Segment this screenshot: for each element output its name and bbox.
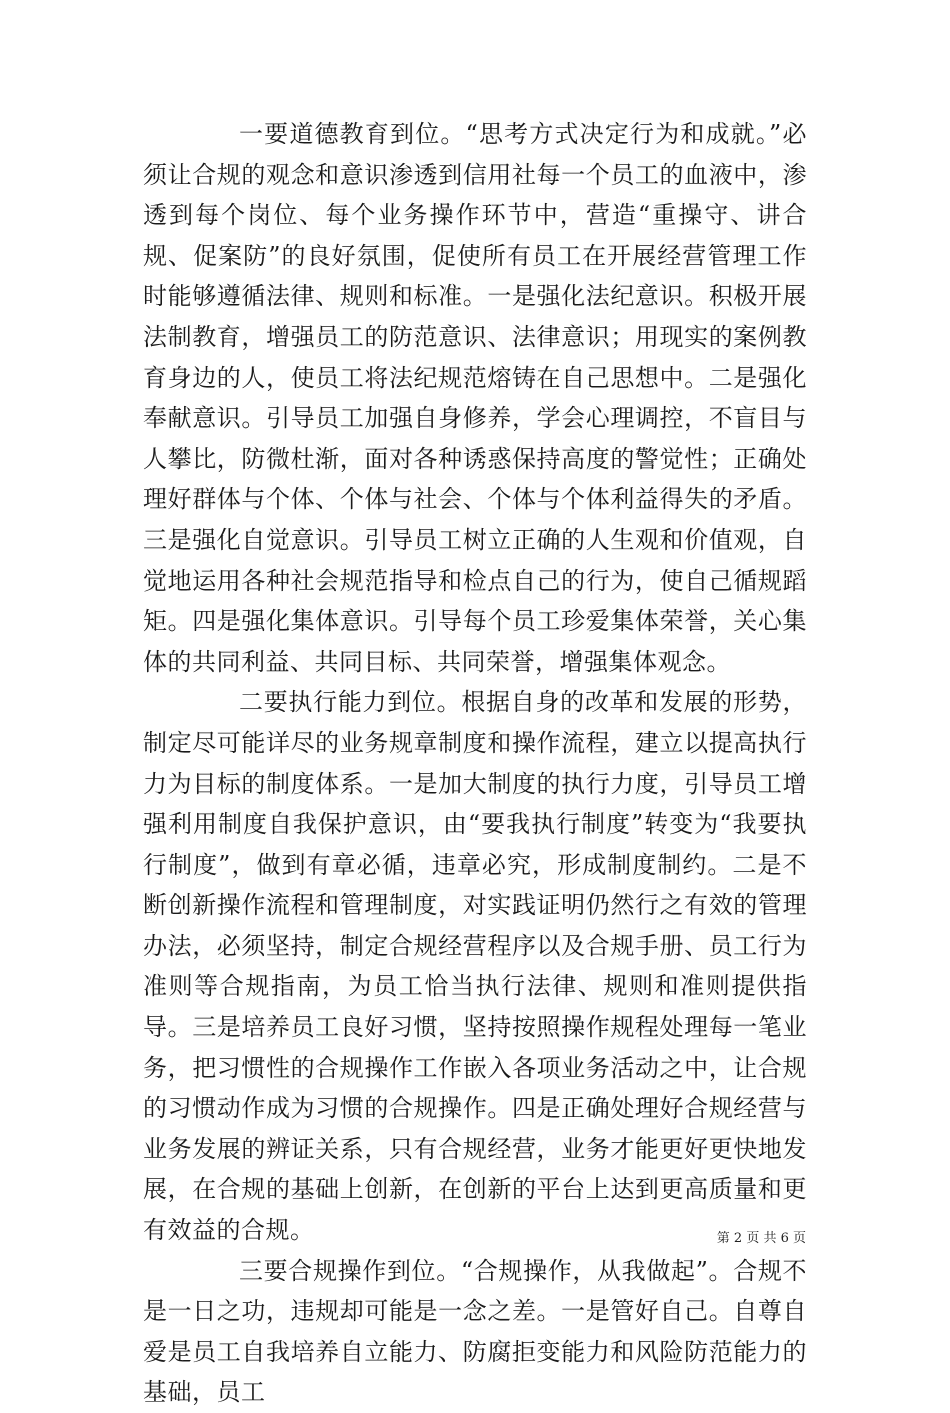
document-body [143,114,807,1413]
page-number-footer: 第 2 页 共 6 页 [716,1231,806,1246]
paragraph-moral-education: 一要道德教育到位。“思考方式决定行为和成就。”必须让合规的观念和意识渗透到信用社每一个员工的血液中，渗透到每个岗位、每个业务操作环节中，营造“重操守、讲合规、促案防”的良好氛围，促使所有员工在开展经营管理工作时能够遵循法律、规则和标准。一是强化法纪意识。积极开展法制教育，增强员工的防范意识、法律意识；用现实的案例教育身边的人，使员工将法纪规范熔铸在自己思想中。二是强化奉献意识。引导员工加强自身修养，学会心理调控，不盲目与人攀比，防微杜渐，面对各种诱惑保持高度的警觉性；正确处理好群体与个体、个体与社会、个体与个体利益得失的矛盾。三是强化自觉意识。引导员工树立正确的人生观和价值观，自觉地运用各种社会规范指导和检点自己的行为，使自己循规蹈矩。四是强化集体意识。引导每个员工珍爱集体荣誉，关心集体的共同利益、共同目标、共同荣誉，增强集体观念。 [143,120,807,676]
paragraph-compliance-operation: 三要合规操作到位。“合规操作，从我做起”。合规不是一日之功，违规却可能是一念之差。一是管好自己。自尊自爱是员工自我培养自立能力、防腐拒变能力和风险防范能力的基础，员工 [143,1256,807,1407]
paragraph-execution-ability: 二要执行能力到位。根据自身的改革和发展的形势，制定尽可能详尽的业务规章制度和操作流程，建立以提高执行力为目标的制度体系。一是加大制度的执行力度，引导员工增强利用制度自我保护意识，由“要我执行制度”转变为“我要执行制度”，做到有章必循，违章必究，形成制度制约。二是不断创新操作流程和管理制度，对实践证明仍然行之有效的管理办法，必须坚持，制定合规经营程序以及合规手册、员工行为准则等合规指南，为员工恰当执行法律、规则和准则提供指导。三是培养员工良好习惯，坚持按照操作规程处理每一笔业务，把习惯性的合规操作工作嵌入各项业务活动之中，让合规的习惯动作成为习惯的合规操作。四是正确处理好合规经营与业务发展的辨证关系，只有合规经营，业务才能更好更快地发展，在合规的基础上创新，在创新的平台上达到更高质量和更有效益的合规。 [143,688,807,1245]
